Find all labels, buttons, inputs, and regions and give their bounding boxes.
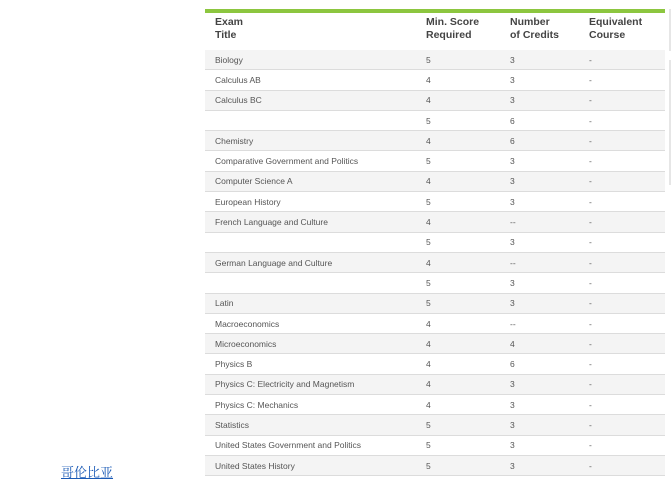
credits-cell: 3 [500,90,579,110]
credits-cell: -- [500,212,579,232]
credits-cell: 4 [500,334,579,354]
min-score-cell: 4 [416,131,500,151]
min-score-cell: 4 [416,252,500,272]
credits-cell: 3 [500,455,579,475]
equivalent-course-cell: - [579,313,665,333]
min-score-cell: 4 [416,395,500,415]
min-score-cell: 4 [416,334,500,354]
table-row [205,334,665,354]
credits-cell: 3 [500,374,579,394]
equivalent-course-cell: - [579,212,665,232]
table-row [205,151,665,171]
table-row [205,293,665,313]
exam-title-cell: European History [205,192,416,212]
ap-credit-table-container [205,9,665,476]
min-score-cell: 4 [416,354,500,374]
min-score-cell: 5 [416,455,500,475]
credits-cell: 3 [500,232,579,252]
equivalent-course-cell: - [579,171,665,191]
min-score-cell: 5 [416,415,500,435]
min-score-cell: 4 [416,90,500,110]
equivalent-course-cell: - [579,395,665,415]
exam-title-cell: Microeconomics [205,334,416,354]
table-row [205,110,665,130]
exam-title-cell: Physics C: Mechanics [205,395,416,415]
credits-cell: -- [500,313,579,333]
equivalent-course-cell: - [579,293,665,313]
footer-link[interactable]: 哥伦比亚 [61,466,114,481]
table-row [205,252,665,272]
exam-title-cell: Chemistry [205,131,416,151]
credits-cell: 3 [500,171,579,191]
credits-cell: 6 [500,354,579,374]
table-row [205,70,665,90]
equivalent-course-cell: - [579,455,665,475]
scroll-edge-marker [669,9,671,51]
exam-title-cell [205,110,416,130]
exam-title-cell: Calculus AB [205,70,416,90]
credits-cell: 6 [500,110,579,130]
table-row [205,435,665,455]
table-body [205,50,665,476]
credits-cell: 3 [500,151,579,171]
equivalent-course-cell: - [579,435,665,455]
ap-credit-table [205,13,665,476]
credits-cell: 3 [500,192,579,212]
credits-cell: 3 [500,395,579,415]
equivalent-course-cell: - [579,70,665,90]
equivalent-course-cell: - [579,334,665,354]
equivalent-course-cell: - [579,374,665,394]
table-row [205,395,665,415]
credits-cell: 3 [500,70,579,90]
header-row [205,13,665,50]
exam-title-cell [205,273,416,293]
table-row [205,131,665,151]
min-score-cell: 4 [416,374,500,394]
exam-title-cell: Statistics [205,415,416,435]
min-score-cell: 4 [416,212,500,232]
scroll-edge-marker [669,60,671,185]
equivalent-course-cell: - [579,252,665,272]
equivalent-course-cell: - [579,90,665,110]
exam-title-cell: United States Government and Politics [205,435,416,455]
header-credits: Number of Credits [510,16,560,41]
equivalent-course-cell: - [579,415,665,435]
header-exam-title: Exam Title [215,16,244,41]
table-row [205,232,665,252]
table-row [205,354,665,374]
header-min-score: Min. Score Required [426,16,480,41]
table-row [205,50,665,70]
exam-title-cell [205,232,416,252]
table-row [205,273,665,293]
min-score-cell: 5 [416,110,500,130]
exam-title-cell: Latin [205,293,416,313]
exam-title-cell: Computer Science A [205,171,416,191]
credits-cell: 3 [500,273,579,293]
table-header [205,13,665,50]
exam-title-cell: Macroeconomics [205,313,416,333]
equivalent-course-cell: - [579,273,665,293]
min-score-cell: 4 [416,70,500,90]
header-equivalent-course: Equivalent Course [589,16,643,41]
equivalent-course-cell: - [579,50,665,70]
equivalent-course-cell: - [579,131,665,151]
table-row [205,90,665,110]
min-score-cell: 4 [416,171,500,191]
exam-title-cell: Calculus BC [205,90,416,110]
exam-title-cell: United States History [205,455,416,475]
min-score-cell: 5 [416,273,500,293]
min-score-cell: 5 [416,192,500,212]
min-score-cell: 5 [416,435,500,455]
equivalent-course-cell: - [579,110,665,130]
credits-cell: -- [500,252,579,272]
table-row [205,313,665,333]
exam-title-cell: Physics B [205,354,416,374]
exam-title-cell: Comparative Government and Politics [205,151,416,171]
equivalent-course-cell: - [579,192,665,212]
table-row [205,374,665,394]
exam-title-cell: Physics C: Electricity and Magnetism [205,374,416,394]
exam-title-cell: German Language and Culture [205,252,416,272]
min-score-cell: 4 [416,313,500,333]
credits-cell: 3 [500,415,579,435]
equivalent-course-cell: - [579,151,665,171]
min-score-cell: 5 [416,293,500,313]
table-row [205,171,665,191]
table-row [205,212,665,232]
exam-title-cell: French Language and Culture [205,212,416,232]
min-score-cell: 5 [416,50,500,70]
table-row [205,192,665,212]
equivalent-course-cell: - [579,354,665,374]
credits-cell: 3 [500,435,579,455]
min-score-cell: 5 [416,151,500,171]
credits-cell: 6 [500,131,579,151]
table-row [205,455,665,475]
exam-title-cell: Biology [205,50,416,70]
credits-cell: 3 [500,50,579,70]
equivalent-course-cell: - [579,232,665,252]
credits-cell: 3 [500,293,579,313]
min-score-cell: 5 [416,232,500,252]
table-row [205,415,665,435]
